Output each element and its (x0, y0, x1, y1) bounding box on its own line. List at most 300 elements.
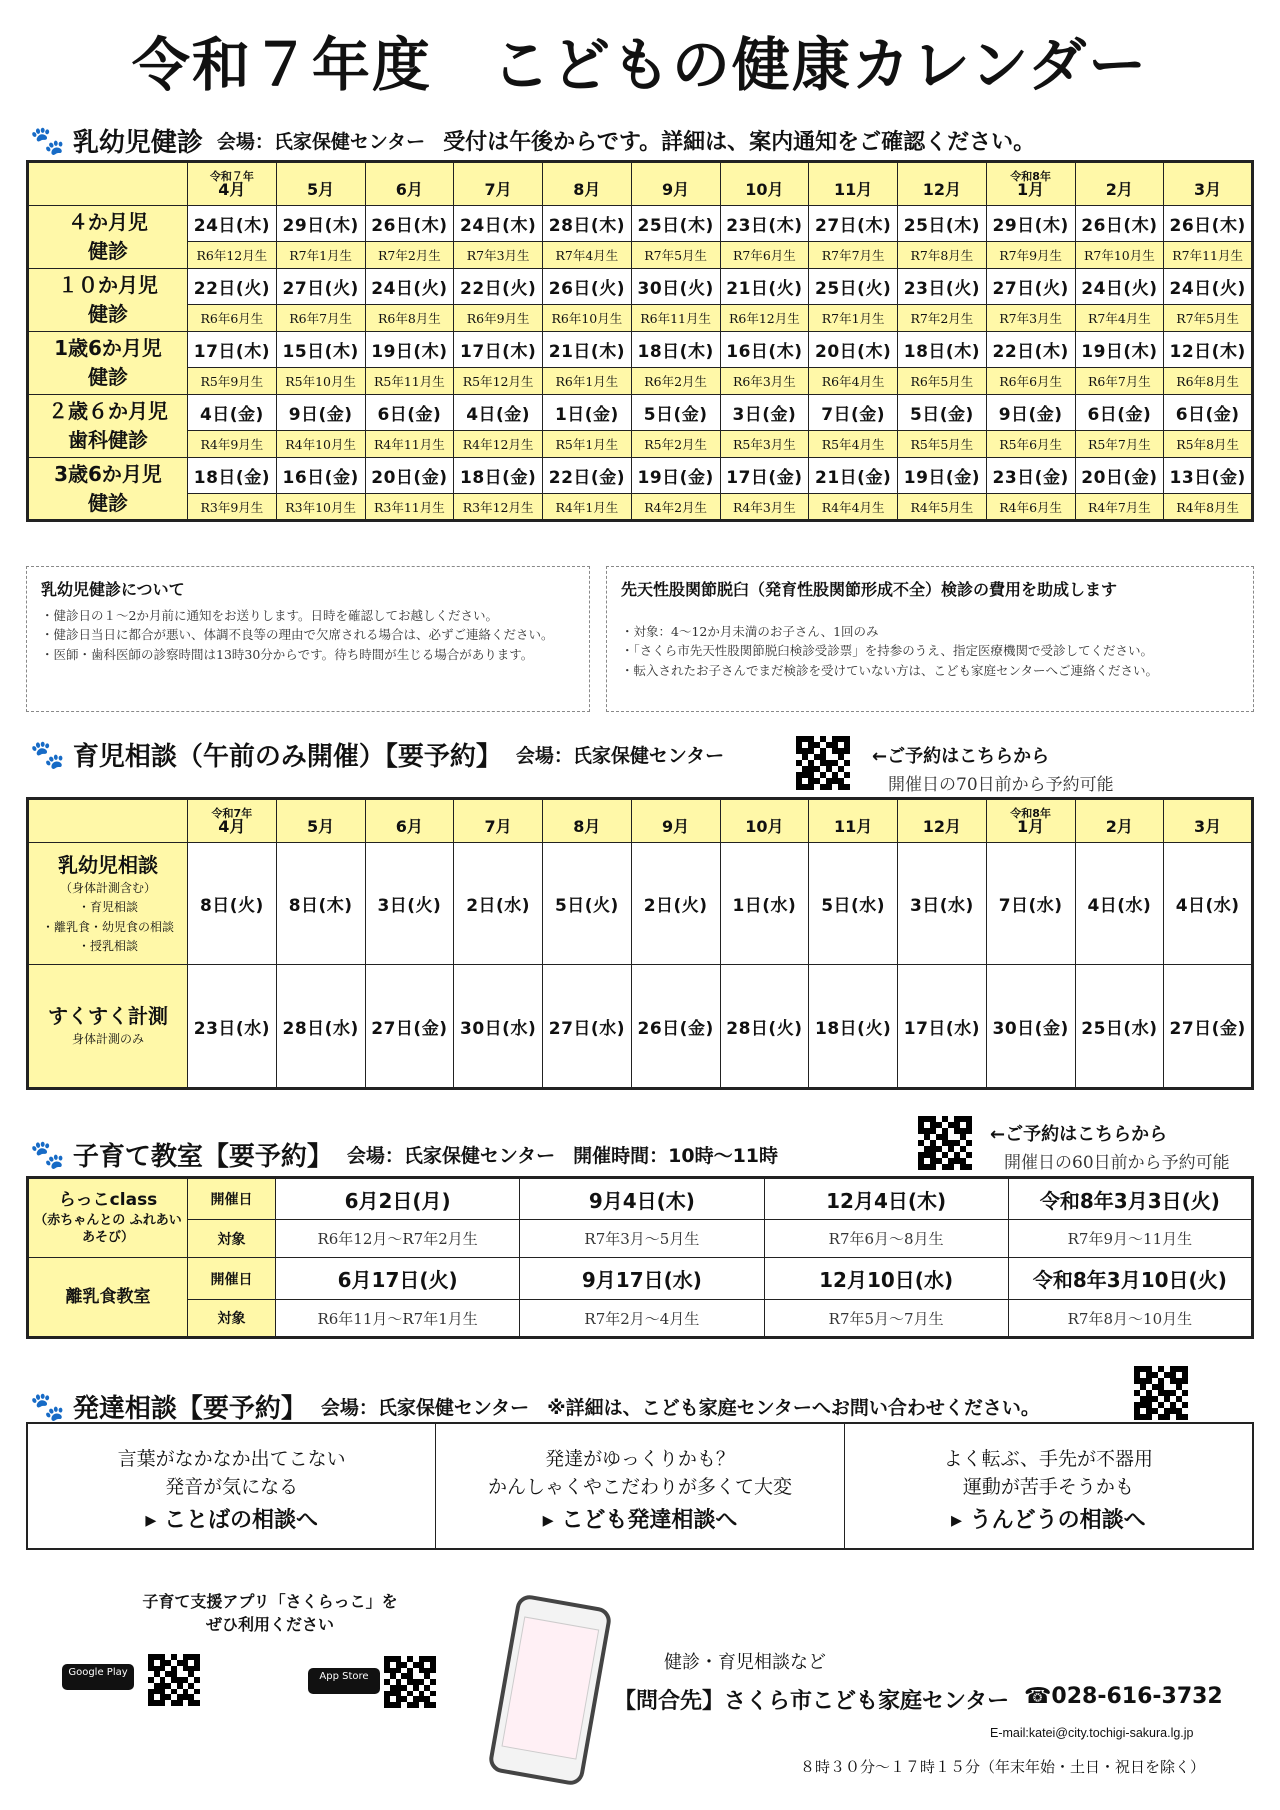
checkup-birth-cell: R4年10月生 (276, 431, 365, 458)
hip-notice-heading: 先天性股関節脱臼（発育性股関節形成不全）検診の費用を助成します (621, 580, 1118, 599)
month-header (276, 162, 365, 206)
checkup-birth-row (28, 368, 1253, 395)
consult-date-cell: 28日(水) (276, 965, 365, 1089)
checkup-birth-cell: R4年9月生 (188, 431, 277, 458)
checkup-date-row (28, 269, 1253, 305)
checkup-birth-cell: R5年3月生 (720, 431, 809, 458)
checkup-date-cell: 23日(火) (898, 269, 987, 305)
checkup-notice-heading: 乳幼児健診について (41, 580, 185, 599)
checkup-date-cell: 24日(火) (365, 269, 454, 305)
class-date-cell: 9月4日(木) (520, 1178, 764, 1220)
consult-date-cell: 23日(水) (188, 965, 277, 1089)
consult-date-cell: 30日(水) (454, 965, 543, 1089)
checkup-birth-cell: R7年2月生 (898, 305, 987, 332)
speech-consult-option[interactable] (28, 1424, 436, 1548)
checkup-date-cell: 7日(金) (809, 395, 898, 431)
development-section-header (30, 1388, 1058, 1425)
consult-section-header (30, 736, 742, 773)
checkup-section-header (30, 122, 1035, 159)
checkup-birth-cell: R6年12月生 (188, 242, 277, 269)
checkup-date-cell: 20日(金) (365, 458, 454, 494)
checkup-date-cell: 30日(火) (631, 269, 720, 305)
checkup-birth-cell: R6年4月生 (809, 368, 898, 395)
month-header (809, 799, 898, 843)
checkup-birth-cell: R7年11月生 (1164, 242, 1253, 269)
smartphone-illustration (487, 1593, 613, 1787)
month-label: 6月 (395, 817, 423, 837)
development-qr-code[interactable] (1134, 1366, 1188, 1420)
consult-date-cell: 30日(金) (986, 965, 1075, 1089)
checkup-date-cell: 26日(木) (365, 206, 454, 242)
checkup-date-cell: 6日(金) (365, 395, 454, 431)
consult-date-cell: 26日(金) (631, 965, 720, 1089)
consult-date-cell: 3日(水) (898, 843, 987, 965)
checkup-birth-cell: R7年4月生 (543, 242, 632, 269)
speech-consult-link[interactable]: ▸ ことばの相談へ (145, 1508, 319, 1534)
checkup-date-row (28, 458, 1253, 494)
checkup-notice-line: ・健診日の１～2か月前に通知をお送りします。日時を確認してお越しください。 (41, 608, 498, 623)
checkup-birth-cell: R6年6月生 (188, 305, 277, 332)
checkup-date-cell: 29日(木) (986, 206, 1075, 242)
motor-consult-link[interactable]: ▸ うんどうの相談へ (950, 1508, 1146, 1534)
checkup-type-line: １０か月児 (58, 273, 158, 297)
checkup-date-cell: 25日(木) (631, 206, 720, 242)
consult-detail: 身体計測のみ (71, 1032, 144, 1047)
paw-icon: 🐾 (30, 1137, 65, 1171)
checkup-date-cell: 24日(木) (188, 206, 277, 242)
era-label: 令和8年 (1010, 806, 1051, 820)
development-options (26, 1422, 1254, 1550)
month-header (986, 162, 1075, 206)
consult-date-cell: 18日(火) (809, 965, 898, 1089)
classroom-table (26, 1176, 1254, 1339)
child-development-consult-option[interactable] (436, 1424, 844, 1548)
month-header (809, 162, 898, 206)
checkup-birth-cell: R5年7月生 (1075, 431, 1164, 458)
consult-date-cell: 5日(火) (543, 843, 632, 965)
checkup-type-line: ４か月児 (68, 210, 148, 234)
consult-date-cell: 7日(水) (986, 843, 1075, 965)
class-date-cell: 12月10日(水) (764, 1258, 1008, 1300)
hip-dysplasia-notice-box (606, 566, 1254, 712)
checkup-birth-cell: R6年11月生 (631, 305, 720, 332)
class-date-label: 開催日 (188, 1178, 276, 1220)
checkup-birth-cell: R7年9月生 (986, 242, 1075, 269)
month-label: 5月 (307, 817, 335, 837)
month-header (543, 162, 632, 206)
checkup-birth-cell: R5年2月生 (631, 431, 720, 458)
month-label: 8月 (573, 817, 601, 837)
month-label: 3月 (1194, 180, 1222, 200)
classroom-title: 子育て教室【要予約】 (72, 1142, 333, 1172)
checkup-birth-cell: R7年8月生 (898, 242, 987, 269)
class-target-label: 対象 (188, 1300, 276, 1338)
checkup-birth-cell: R6年12月生 (720, 305, 809, 332)
checkup-birth-cell: R6年1月生 (543, 368, 632, 395)
month-header (898, 162, 987, 206)
consult-date-cell: 5日(水) (809, 843, 898, 965)
option-text: 運動が苦手そうかも (962, 1475, 1134, 1498)
consult-date-cell: 8日(木) (276, 843, 365, 965)
month-label: 12月 (922, 817, 962, 837)
checkup-date-cell: 13日(金) (1164, 458, 1253, 494)
checkup-date-cell: 27日(木) (809, 206, 898, 242)
consult-detail: ・離乳食・幼児食の相談 (41, 919, 174, 934)
corner-cell (28, 799, 188, 843)
option-text: よく転ぶ、手先が不器用 (943, 1448, 1154, 1470)
checkup-type-line: 3歳6か月児 (54, 461, 162, 486)
checkup-date-cell: 5日(金) (631, 395, 720, 431)
contact-topic: 健診・育児相談など (664, 1652, 826, 1673)
checkup-birth-cell: R6年8月生 (365, 305, 454, 332)
consult-date-cell: 28日(火) (720, 965, 809, 1089)
month-header (188, 162, 277, 206)
month-label: 7月 (484, 180, 512, 200)
month-label: 7月 (484, 817, 512, 837)
checkup-date-cell: 27日(火) (276, 269, 365, 305)
class-date-cell: 6月2日(月) (276, 1178, 520, 1220)
classroom-time: 開催時間：10時～11時 (573, 1145, 779, 1167)
option-text: 言葉がなかなか出てこない (117, 1448, 346, 1470)
checkup-date-cell: 26日(木) (1075, 206, 1164, 242)
consult-venue: 会場：氏家保健センター (515, 745, 725, 767)
checkup-birth-cell: R3年9月生 (188, 494, 277, 521)
checkup-birth-cell: R5年4月生 (809, 431, 898, 458)
era-label: 令和8年 (1010, 169, 1051, 183)
hip-notice-line: ・転入されたお子さんでまだ検診を受けていない方は、こども家庭センターへご連絡ください。 (621, 662, 1159, 678)
checkup-birth-cell: R6年2月生 (631, 368, 720, 395)
month-header (365, 162, 454, 206)
checkup-date-cell: 23日(木) (720, 206, 809, 242)
month-label: 11月 (833, 817, 873, 837)
checkup-venue: 会場：氏家保健センター (216, 131, 426, 153)
checkup-birth-row (28, 305, 1253, 332)
month-label: 1月 (1017, 180, 1045, 200)
checkup-birth-row (28, 494, 1253, 521)
class-target-cell: R7年3月～5月生 (520, 1220, 764, 1258)
checkup-type-line: ２歳６か月児 (48, 399, 168, 423)
checkup-birth-cell: R7年3月生 (454, 242, 543, 269)
app-promo-line: ぜひ利用ください (205, 1615, 334, 1635)
checkup-birth-cell: R7年2月生 (365, 242, 454, 269)
app-store-qr-code[interactable] (384, 1656, 436, 1708)
checkup-date-cell: 28日(木) (543, 206, 632, 242)
paw-icon: 🐾 (30, 1389, 65, 1423)
month-header (188, 799, 277, 843)
era-label: 令和7年 (211, 806, 253, 820)
motor-consult-option[interactable] (845, 1424, 1252, 1548)
checkup-date-cell: 24日(火) (1164, 269, 1253, 305)
checkup-date-cell: 21日(木) (543, 332, 632, 368)
contact-email[interactable]: E-mail:katei@city.tochigi-sakura.lg.jp (990, 1726, 1194, 1740)
checkup-date-cell: 6日(金) (1164, 395, 1253, 431)
checkup-birth-cell: R5年1月生 (543, 431, 632, 458)
checkup-date-cell: 6日(金) (1075, 395, 1164, 431)
checkup-birth-cell: R6年7月生 (1075, 368, 1164, 395)
checkup-date-cell: 22日(火) (188, 269, 277, 305)
checkup-date-cell: 16日(木) (720, 332, 809, 368)
month-header (720, 799, 809, 843)
month-label: 2月 (1105, 180, 1133, 200)
paw-icon: 🐾 (30, 123, 65, 157)
consult-date-cell: 4日(水) (1164, 843, 1253, 965)
checkup-birth-cell: R6年7月生 (276, 305, 365, 332)
checkup-date-cell: 29日(木) (276, 206, 365, 242)
checkup-birth-cell: R7年1月生 (276, 242, 365, 269)
consult-date-cell: 25日(水) (1075, 965, 1164, 1089)
app-store-badge[interactable]: App Store (308, 1668, 380, 1694)
checkup-birth-cell: R5年6月生 (986, 431, 1075, 458)
checkup-date-cell: 24日(木) (454, 206, 543, 242)
checkup-birth-cell: R4年7月生 (1075, 494, 1164, 521)
checkup-date-cell: 19日(金) (631, 458, 720, 494)
class-target-row (28, 1300, 1253, 1338)
consult-date-cell: 2日(水) (454, 843, 543, 965)
development-venue: 会場：氏家保健センター (320, 1397, 530, 1419)
month-label: 9月 (662, 180, 690, 200)
consult-date-cell: 1日(水) (720, 843, 809, 965)
checkup-birth-cell: R4年3月生 (720, 494, 809, 521)
checkup-birth-cell: R5年10月生 (276, 368, 365, 395)
class-name: 離乳食教室 (65, 1286, 151, 1307)
class-target-cell: R6年11月～R7年1月生 (276, 1300, 520, 1338)
checkup-birth-cell: R7年10月生 (1075, 242, 1164, 269)
checkup-birth-cell: R7年5月生 (631, 242, 720, 269)
class-date-row (28, 1258, 1253, 1300)
class-target-label: 対象 (188, 1220, 276, 1258)
checkup-birth-cell: R7年7月生 (809, 242, 898, 269)
consult-qr-code[interactable] (796, 736, 850, 790)
app-promo (140, 1590, 400, 1636)
consult-name: すくすく計測 (48, 1004, 168, 1029)
class-name-cell (28, 1258, 188, 1338)
checkup-date-cell: 19日(金) (898, 458, 987, 494)
consult-date-cell: 4日(水) (1075, 843, 1164, 965)
consult-detail: ・育児相談 (77, 900, 138, 915)
checkup-birth-cell: R7年4月生 (1075, 305, 1164, 332)
class-date-cell: 9月17日(水) (520, 1258, 764, 1300)
month-label: 10月 (745, 180, 784, 200)
checkup-date-row (28, 206, 1253, 242)
checkup-birth-cell: R3年11月生 (365, 494, 454, 521)
checkup-date-cell: 9日(金) (986, 395, 1075, 431)
checkup-date-cell: 5日(金) (898, 395, 987, 431)
month-label: 2月 (1105, 817, 1133, 837)
class-subtitle: （赤ちゃんとの ふれあいあそび） (34, 1212, 182, 1246)
checkup-birth-cell: R6年9月生 (454, 305, 543, 332)
checkup-date-cell: 21日(火) (720, 269, 809, 305)
consult-reserve-sub: 開催日の70日前から予約可能 (888, 775, 1114, 795)
checkup-type-line: 健診 (88, 302, 128, 326)
checkup-date-cell: 24日(火) (1075, 269, 1164, 305)
checkup-date-cell: 4日(金) (454, 395, 543, 431)
month-header (898, 799, 987, 843)
class-target-cell: R7年2月～4月生 (520, 1300, 764, 1338)
checkup-date-cell: 21日(金) (809, 458, 898, 494)
google-play-badge[interactable]: Google Play (62, 1664, 134, 1690)
checkup-notice-line: ・医師・歯科医師の診察時間は13時30分からです。待ち時間が生じる場合があります。 (41, 646, 534, 662)
consult-title: 育児相談（午前のみ開催）【要予約】 (72, 742, 502, 772)
checkup-date-cell: 22日(火) (454, 269, 543, 305)
checkup-birth-cell: R7年3月生 (986, 305, 1075, 332)
contact-phone[interactable]: ☎028-616-3732 (1024, 1684, 1223, 1709)
checkup-type-label (28, 206, 188, 269)
checkup-birth-cell: R5年5月生 (898, 431, 987, 458)
classroom-qr-code[interactable] (918, 1116, 972, 1170)
checkup-birth-row (28, 431, 1253, 458)
checkup-birth-cell: R4年5月生 (898, 494, 987, 521)
checkup-type-label (28, 269, 188, 332)
month-header (276, 799, 365, 843)
checkup-date-cell: 18日(金) (188, 458, 277, 494)
month-header (1164, 799, 1253, 843)
checkup-date-cell: 17日(木) (454, 332, 543, 368)
consult-date-cell: 3日(火) (365, 843, 454, 965)
google-play-qr-code[interactable] (148, 1654, 200, 1706)
checkup-date-cell: 18日(金) (454, 458, 543, 494)
month-header (1075, 799, 1164, 843)
month-label: 12月 (922, 180, 962, 200)
checkup-notice-line: ・健診日当日に都合が悪い、体調不良等の理由で欠席される場合は、必ずご連絡ください。 (41, 627, 554, 643)
checkup-type-line: 健診 (88, 365, 128, 389)
checkup-birth-cell: R4年8月生 (1164, 494, 1253, 521)
month-header (631, 799, 720, 843)
checkup-date-cell: 23日(金) (986, 458, 1075, 494)
month-header (986, 799, 1075, 843)
month-header (543, 799, 632, 843)
checkup-birth-cell: R5年12月生 (454, 368, 543, 395)
checkup-birth-cell: R4年11月生 (365, 431, 454, 458)
child-development-consult-link[interactable]: ▸ こども発達相談へ (542, 1508, 738, 1534)
classroom-section-header (30, 1136, 796, 1173)
checkup-date-cell: 19日(木) (1075, 332, 1164, 368)
checkup-date-cell: 17日(木) (188, 332, 277, 368)
class-target-cell: R6年12月～R7年2月生 (276, 1220, 520, 1258)
paw-icon: 🐾 (30, 737, 65, 771)
checkup-birth-cell: R4年4月生 (809, 494, 898, 521)
checkup-date-cell: 25日(火) (809, 269, 898, 305)
class-target-cell: R7年5月～7月生 (764, 1300, 1008, 1338)
checkup-type-label (28, 458, 188, 521)
checkup-birth-cell: R7年5月生 (1164, 305, 1253, 332)
consult-date-cell: 27日(金) (365, 965, 454, 1089)
classroom-reserve-note: ←ご予約はこちらから (990, 1124, 1168, 1145)
consult-detail: ・授乳相談 (77, 938, 138, 953)
checkup-date-cell: 22日(金) (543, 458, 632, 494)
classroom-reserve-sub: 開催日の60日前から予約可能 (1004, 1153, 1230, 1173)
month-header (1075, 162, 1164, 206)
class-target-cell: R7年8月～10月生 (1008, 1300, 1252, 1338)
checkup-date-cell: 20日(金) (1075, 458, 1164, 494)
checkup-date-cell: 15日(木) (276, 332, 365, 368)
checkup-date-cell: 9日(金) (276, 395, 365, 431)
checkup-date-row (28, 332, 1253, 368)
checkup-table (26, 160, 1254, 522)
checkup-birth-cell: R5年11月生 (365, 368, 454, 395)
app-promo-line: 子育て支援アプリ「さくらっこ」を (142, 1592, 398, 1611)
checkup-title: 乳幼児健診 (72, 128, 203, 158)
month-header (631, 162, 720, 206)
hip-notice-line: ・対象：4～12か月未満のお子さん、1回のみ (621, 624, 879, 639)
checkup-type-label (28, 395, 188, 458)
checkup-birth-cell: R6年6月生 (986, 368, 1075, 395)
consult-reserve-note: ←ご予約はこちらから (872, 746, 1050, 767)
checkup-type-line: 1歳6か月児 (54, 336, 162, 360)
checkup-notice-box (26, 566, 590, 712)
hip-notice-line: ・「さくら市先天性股関節脱臼検診受診票」を持参のうえ、指定医療機関で受診してください。 (621, 643, 1154, 659)
growth-measure-row (28, 965, 1253, 1089)
checkup-birth-cell: R4年12月生 (454, 431, 543, 458)
consult-table (26, 797, 1254, 1090)
class-name: らっこclass (58, 1189, 158, 1210)
development-title: 発達相談【要予約】 (72, 1394, 307, 1424)
class-target-cell: R7年9月～11月生 (1008, 1220, 1252, 1258)
checkup-type-line: 健診 (88, 490, 128, 515)
class-date-cell: 12月4日(木) (764, 1178, 1008, 1220)
checkup-type-label (28, 332, 188, 395)
checkup-date-cell: 26日(木) (1164, 206, 1253, 242)
month-label: 5月 (307, 180, 335, 200)
infant-consult-label (28, 843, 188, 965)
checkup-date-cell: 25日(木) (898, 206, 987, 242)
page-title: 令和７年度 こどもの健康カレンダー (131, 31, 1149, 99)
era-label: 令和７年 (209, 169, 254, 183)
month-label: 4月 (218, 180, 246, 200)
checkup-date-cell: 19日(木) (365, 332, 454, 368)
checkup-birth-cell: R3年12月生 (454, 494, 543, 521)
option-text: かんしゃくやこだわりが多くて大変 (487, 1475, 792, 1498)
month-label: 9月 (662, 817, 690, 837)
month-header (1164, 162, 1253, 206)
month-header (720, 162, 809, 206)
checkup-birth-cell: R6年8月生 (1164, 368, 1253, 395)
month-label: 3月 (1194, 817, 1222, 837)
consult-date-cell: 2日(火) (631, 843, 720, 965)
checkup-birth-row (28, 242, 1253, 269)
development-note: ※詳細は、こども家庭センターへお問い合わせください。 (547, 1397, 1040, 1419)
consult-date-cell: 8日(火) (188, 843, 277, 965)
consult-date-cell: 27日(水) (543, 965, 632, 1089)
class-date-cell: 令和8年3月10日(火) (1008, 1258, 1252, 1300)
infant-consult-row (28, 843, 1253, 965)
checkup-date-cell: 18日(木) (898, 332, 987, 368)
month-label: 11月 (833, 180, 873, 200)
option-text: 発音が気になる (165, 1475, 299, 1498)
checkup-date-cell: 12日(木) (1164, 332, 1253, 368)
month-label: 10月 (745, 817, 784, 837)
checkup-birth-cell: R4年1月生 (543, 494, 632, 521)
checkup-birth-cell: R5年9月生 (188, 368, 277, 395)
classroom-venue: 会場：氏家保健センター (346, 1145, 556, 1167)
class-target-cell: R7年6月～8月生 (764, 1220, 1008, 1258)
option-text: 発達がゆっくりかも？ (545, 1448, 735, 1470)
checkup-date-cell: 26日(火) (543, 269, 632, 305)
class-date-cell: 6月17日(火) (276, 1258, 520, 1300)
checkup-type-line: 健診 (88, 239, 128, 263)
checkup-type-line: 歯科健診 (68, 428, 148, 452)
checkup-date-cell: 1日(金) (543, 395, 632, 431)
checkup-date-cell: 18日(木) (631, 332, 720, 368)
checkup-date-cell: 4日(金) (188, 395, 277, 431)
checkup-birth-cell: R6年5月生 (898, 368, 987, 395)
checkup-date-cell: 27日(火) (986, 269, 1075, 305)
checkup-birth-cell: R4年2月生 (631, 494, 720, 521)
checkup-birth-cell: R6年10月生 (543, 305, 632, 332)
consult-date-cell: 17日(水) (898, 965, 987, 1089)
checkup-birth-cell: R6年3月生 (720, 368, 809, 395)
checkup-note: 受付は午後からです。詳細は、案内通知をご確認ください。 (443, 130, 1036, 155)
checkup-date-row (28, 395, 1253, 431)
